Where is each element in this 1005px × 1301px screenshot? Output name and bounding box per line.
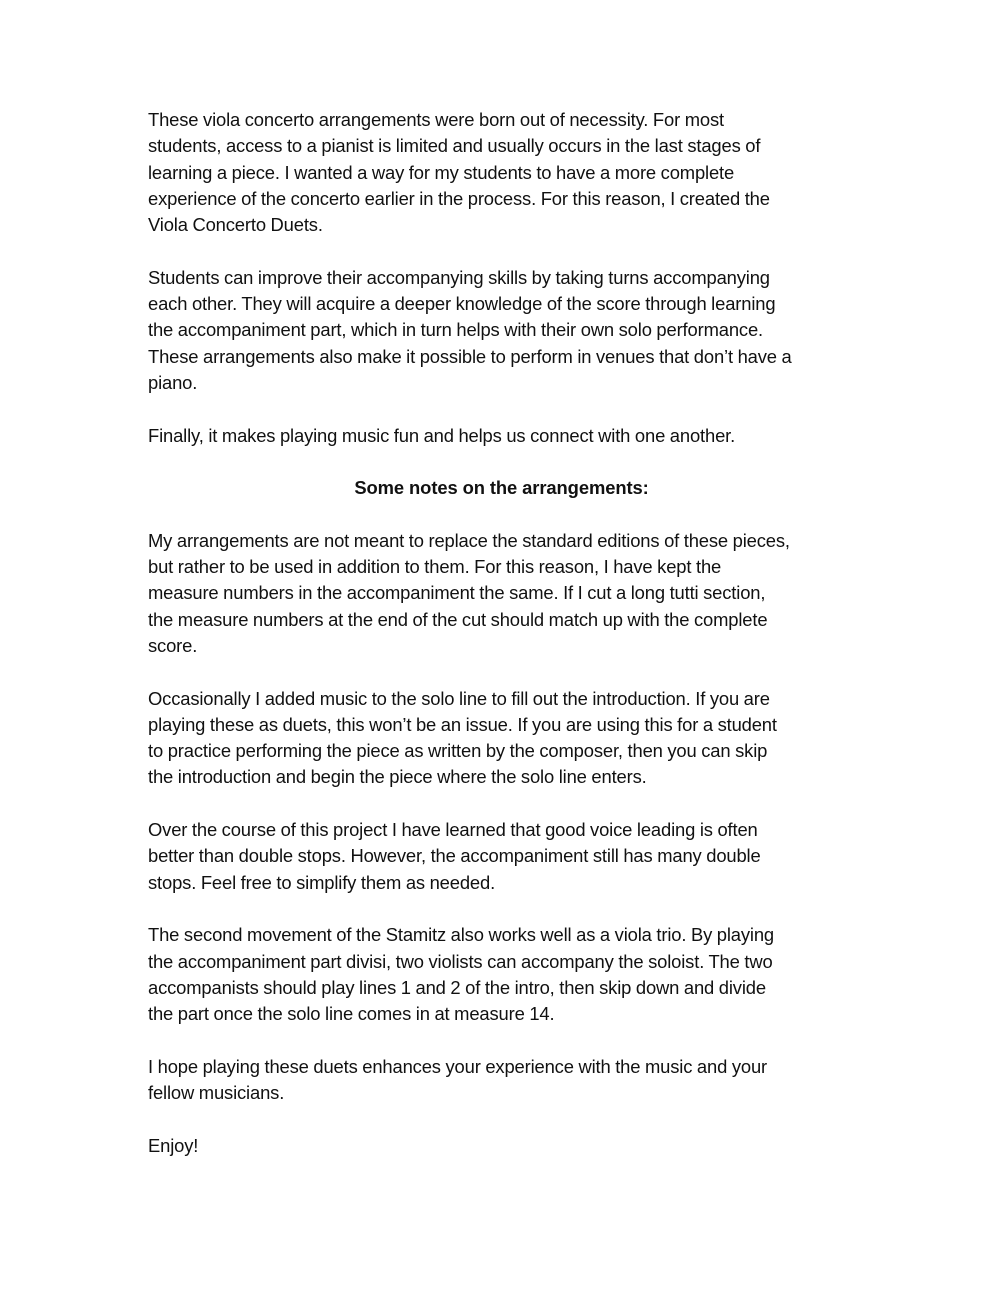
text-line: the part once the solo line comes in at measure 14. xyxy=(148,1003,555,1025)
text-line: the accompaniment part, which in turn helps with their own solo performance. xyxy=(148,319,763,341)
paragraph-introduction xyxy=(148,686,868,791)
text-line: fellow musicians. xyxy=(148,1081,285,1103)
text-line: playing these as duets, this won’t be an issue. If you are using this for a student xyxy=(148,713,777,735)
section-heading: Some notes on the arrangements: xyxy=(354,477,649,499)
text-line: stops. Feel free to simplify them as needed. xyxy=(148,871,496,893)
text-line: accompanists should play lines 1 and 2 of the intro, then skip down and divide xyxy=(148,976,766,998)
text-line: score. xyxy=(148,634,198,656)
text-line: These viola concerto arrangements were born out of necessity. For most xyxy=(148,109,724,130)
text-line: Viola Concerto Duets. xyxy=(148,214,323,236)
text-line: the measure numbers at the end of the cut should match up with the complete xyxy=(148,608,768,630)
text-line: measure numbers in the accompaniment the same. If I cut a long tutti section, xyxy=(148,582,766,604)
text-line: Occasionally I added music to the solo line to fill out the introduction. If you are xyxy=(148,687,770,709)
text-line: Over the course of this project I have learned that good voice leading is often xyxy=(148,819,758,841)
text-line: to practice performing the piece as written by the composer, then you can skip xyxy=(148,740,768,762)
text-line: Students can improve their accompanying skills by taking turns accompanying xyxy=(148,266,770,288)
paragraph-origin xyxy=(148,107,868,238)
text-line: the introduction and begin the piece where the solo line enters. xyxy=(148,766,647,788)
text-line: better than double stops. However, the accompaniment still has many double xyxy=(148,845,761,867)
text-line: each other. They will acquire a deeper knowledge of the score through learning xyxy=(148,293,776,315)
text-line: Finally, it makes playing music fun and helps us connect with one another. xyxy=(148,424,736,446)
paragraph-double-stops xyxy=(148,817,868,896)
paragraph-benefits xyxy=(148,265,868,396)
text-line: the accompaniment part divisi, two violists can accompany the soloist. The two xyxy=(148,950,773,972)
text-line: learning a piece. I wanted a way for my students to have a more complete xyxy=(148,161,735,183)
text-line: I hope playing these duets enhances your experience with the music and your xyxy=(148,1055,767,1077)
text-line: These arrangements also make it possible to perform in venues that don’t have a xyxy=(148,345,792,367)
paragraph-closing-wish xyxy=(148,1054,868,1107)
text-line: The second movement of the Stamitz also works well as a viola trio. By playing xyxy=(148,924,775,946)
text-line: experience of the concerto earlier in the process. For this reason, I created the xyxy=(148,187,770,209)
text-line: My arrangements are not meant to replace the standard editions of these pieces, xyxy=(148,529,790,551)
text-line: but rather to be used in addition to them. For this reason, I have kept the xyxy=(148,556,722,578)
paragraph-finally xyxy=(148,423,868,449)
paragraph-stamitz-trio xyxy=(148,922,868,1027)
text-line: Enjoy! xyxy=(148,1134,199,1156)
document-page xyxy=(148,107,868,1185)
paragraph-enjoy xyxy=(148,1133,868,1159)
text-line: students, access to a pianist is limited and usually occurs in the last stages of xyxy=(148,135,761,157)
paragraph-measure-numbers xyxy=(148,528,868,659)
text-line: piano. xyxy=(148,371,198,393)
